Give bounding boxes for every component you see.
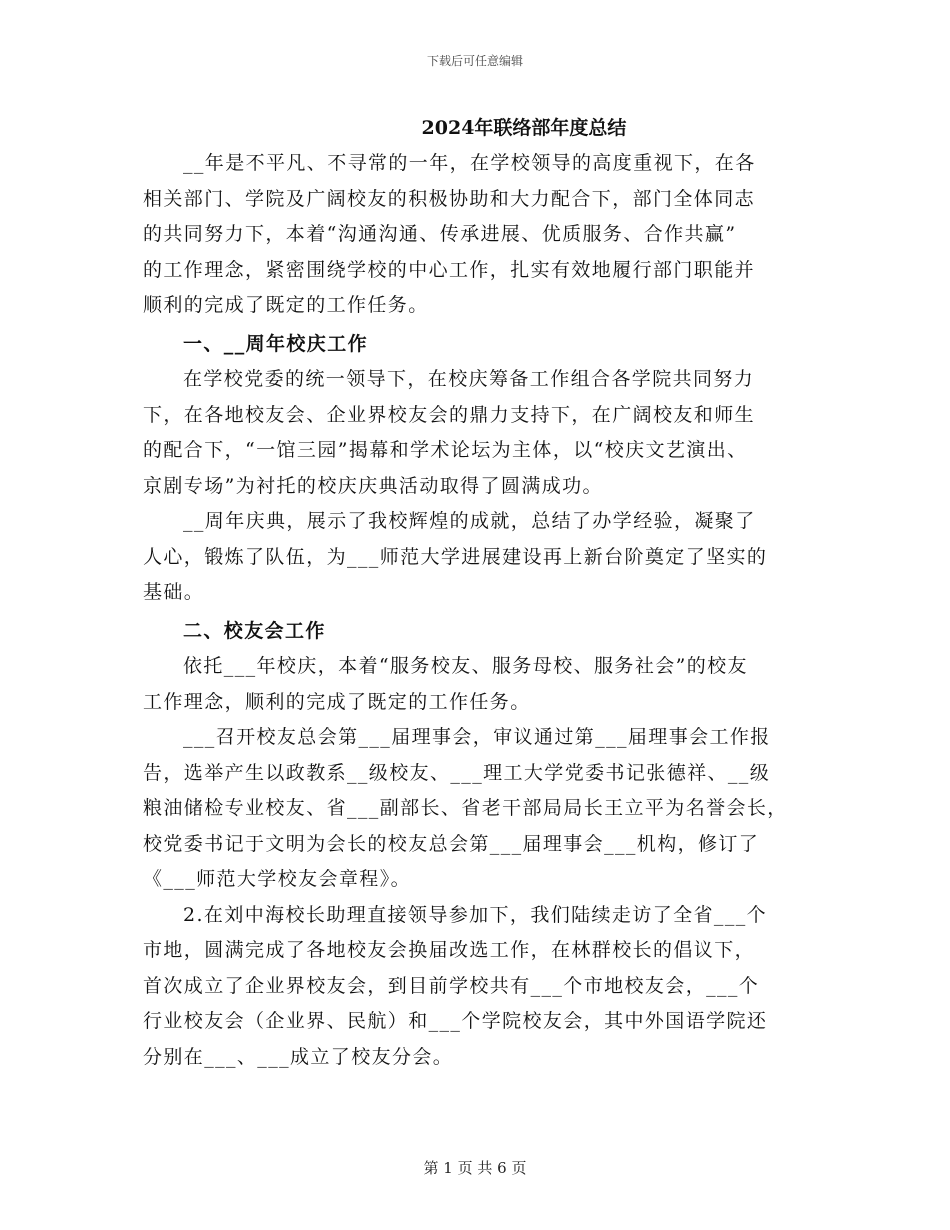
document-title: 2024年联络部年度总结 bbox=[421, 117, 627, 139]
text-line: 粮油储检专业校友、省___副部长、省老干部局局长王立平为名誉会长， bbox=[143, 797, 788, 819]
anniversary-paragraph-1 bbox=[143, 362, 815, 504]
intro-paragraph bbox=[143, 146, 815, 324]
anniversary-paragraph-2 bbox=[143, 504, 815, 611]
page-header-note: 下载后可任意编辑 bbox=[426, 54, 523, 68]
text-line: 相关部门、学院及广阔校友的积极协助和大力配合下，部门全体同志 bbox=[143, 187, 756, 210]
text-line: ___召开校友总会第___届理事会，审议通过第___届理事会工作报 bbox=[183, 726, 771, 748]
text-line: 分别在___、___成立了校友分会。 bbox=[143, 1045, 454, 1068]
text-line: 在学校党委的统一领导下，在校庆筹备工作组合各学院共同努力 bbox=[183, 368, 755, 390]
text-line: 告，选举产生以政教系__级校友、___理工大学党委书记张德祥、__级 bbox=[143, 761, 771, 784]
text-line: 《___师范大学校友会章程》。 bbox=[143, 868, 412, 890]
alumni-paragraph-1 bbox=[143, 649, 815, 720]
section-heading-alumni: 二、校友会工作 bbox=[183, 619, 326, 642]
text-line: 的共同努力下，本着“沟通沟通、传承进展、优质服务、合作共赢” bbox=[143, 223, 737, 245]
text-line: 人心，锻炼了队伍，为___师范大学进展建设再上新台阶奠定了坚实的 bbox=[143, 545, 768, 568]
text-line: __年是不平凡、不寻常的一年，在学校领导的高度重视下，在各 bbox=[183, 152, 756, 174]
text-line: __周年庆典，展示了我校辉煌的成就，总结了办学经验，凝聚了 bbox=[183, 510, 756, 532]
text-line: 市地，圆满完成了各地校友会换届改选工作，在林群校长的倡议下， bbox=[143, 939, 756, 961]
text-line: 顺利的完成了既定的工作任务。 bbox=[143, 294, 429, 316]
text-line: 首次成立了企业界校友会，到目前学校共有___个市地校友会，___个 bbox=[143, 974, 760, 997]
text-line: 的配合下，“一馆三园”揭幕和学术论坛为主体，以“校庆文艺演出、 bbox=[143, 439, 748, 461]
document-body bbox=[143, 110, 815, 1075]
text-line: 校党委书记于文明为会长的校友总会第___届理事会___机构，修订了 bbox=[143, 832, 760, 855]
text-line: 工作理念，顺利的完成了既定的工作任务。 bbox=[143, 690, 531, 713]
alumni-paragraph-2 bbox=[143, 720, 815, 898]
page-number-footer: 第 1 页 共 6 页 bbox=[423, 1159, 527, 1177]
text-line: 京剧专场”为衬托的校庆庆典活动取得了圆满成功。 bbox=[143, 474, 603, 497]
text-line: 行业校友会（企业界、民航）和___个学院校友会，其中外国语学院还 bbox=[143, 1010, 768, 1032]
text-line: 2.在刘中海校长助理直接领导参加下，我们陆续走访了全省___个 bbox=[183, 903, 768, 926]
section-heading-anniversary: 一、__周年校庆工作 bbox=[183, 332, 369, 355]
text-line: 的工作理念，紧密围绕学校的中心工作，扎实有效地履行部门职能并 bbox=[143, 258, 756, 281]
text-line: 基础。 bbox=[143, 581, 205, 603]
text-line: 依托___年校庆，本着“服务校友、服务母校、服务社会”的校友 bbox=[183, 655, 748, 677]
text-line: 下，在各地校友会、企业界校友会的鼎力支持下，在广阔校友和师生 bbox=[143, 403, 756, 426]
alumni-paragraph-3 bbox=[143, 898, 815, 1076]
